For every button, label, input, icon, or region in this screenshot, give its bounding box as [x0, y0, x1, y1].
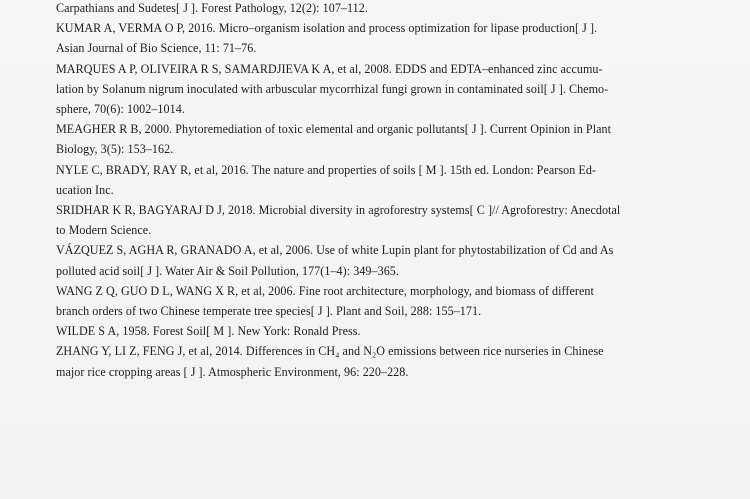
reference-line: lation by Solanum nigrum inoculated with arbuscular mycorrhizal fungi grown in contaminated soil[ J ]. Chemo- [56, 81, 609, 96]
reference-line: MARQUES A P, OLIVEIRA R S, SAMARDJIEVA K A, et al, 2008. EDDS and EDTA–enhanced zinc accumu- [56, 61, 603, 76]
reference-line: Carpathians and Sudetes[ J ]. Forest Pathology, 12(2): 107–112. [56, 1, 368, 15]
reference-line: sphere, 70(6): 1002–1014. [56, 102, 185, 117]
reference-line: VÁZQUEZ S, AGHA R, GRANADO A, et al, 2006. Use of white Lupin plant for phytostabilization of Cd and As [56, 243, 614, 258]
reference-entry [56, 0, 658, 18]
reference-line: Asian Journal of Bio Science, 11: 71–76. [56, 41, 257, 56]
reference-entry [56, 240, 658, 280]
reference-line: NYLE C, BRADY, RAY R, et al, 2016. The nature and properties of soils [ M ]. 15th ed. London: Pearson Ed- [56, 162, 596, 177]
reference-entry [56, 119, 658, 159]
reference-line: KUMAR A, VERMA O P, 2016. Micro–organism isolation and process optimization for lipase production[ J ]. [56, 21, 598, 36]
reference-entry [56, 18, 658, 58]
reference-line: SRIDHAR K R, BAGYARAJ D J, 2018. Microbial diversity in agroforestry systems[ C ]// Agroforestry: Anecdotal [56, 203, 621, 218]
reference-line: major rice cropping areas [ J ]. Atmospheric Environment, 96: 220–228. [56, 364, 409, 379]
reference-line: ZHANG Y, LI Z, FENG J, et al, 2014. Differences in CH₄ and N₂O emissions between rice nurseries in Chinese [56, 344, 604, 359]
reference-line: ucation Inc. [56, 182, 114, 197]
reference-line: WILDE S A, 1958. Forest Soil[ M ]. New York: Ronald Press. [56, 324, 361, 339]
reference-line: polluted acid soil[ J ]. Water Air & Soil Pollution, 177(1–4): 349–365. [56, 263, 399, 278]
reference-line: MEAGHER R B, 2000. Phytoremediation of toxic elemental and organic pollutants[ J ]. Current Opinion in Plant [56, 122, 612, 137]
reference-line: Biology, 3(5): 153–162. [56, 142, 174, 157]
reference-entry [56, 341, 658, 381]
reference-entry [56, 200, 658, 240]
reference-entry [56, 321, 658, 341]
reference-list [56, 0, 658, 382]
reference-entry [56, 281, 658, 321]
reference-entry [56, 59, 658, 120]
reference-line: to Modern Science. [56, 223, 152, 238]
reference-line: branch orders of two Chinese temperate tree species[ J ]. Plant and Soil, 288: 155–171. [56, 304, 482, 319]
reference-line: WANG Z Q, GUO D L, WANG X R, et al, 2006. Fine root architecture, morphology, and biomass of different [56, 283, 594, 298]
reference-entry [56, 160, 658, 200]
